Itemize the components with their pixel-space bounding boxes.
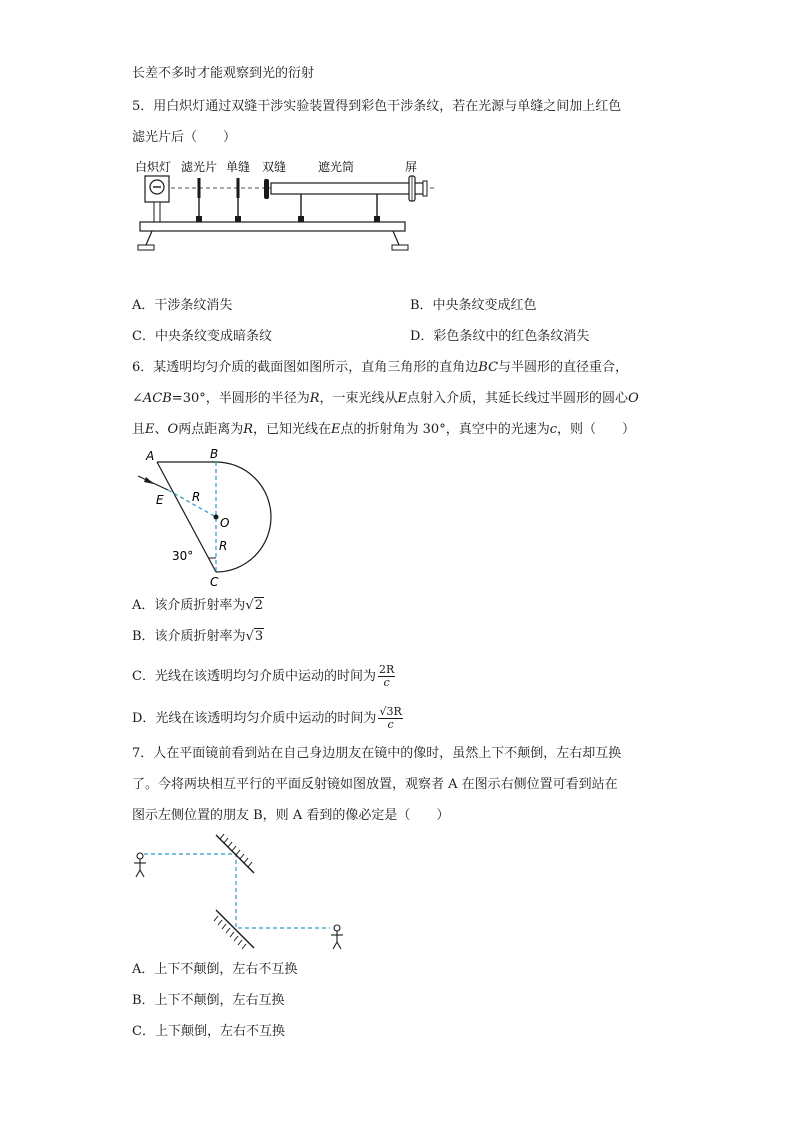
top-text-line: 长差不多时才能观察到光的衍射	[132, 66, 315, 81]
label-a: A	[146, 449, 155, 463]
q6-option-c[interactable]: C．光线在该透明均匀介质中运动的时间为 $\frac{2R}{c}$	[132, 663, 395, 689]
person-a-icon	[331, 925, 343, 949]
q7-mirror-figure	[130, 832, 360, 952]
label-filter: 滤光片	[181, 160, 218, 174]
q6-option-a[interactable]: A．该介质折射率为√2	[132, 598, 263, 613]
q5-stem-line-1: 5．用白炽灯通过双缝干涉实验装置得到彩色干涉条纹，若在光源与单缝之间加上红色	[132, 99, 622, 114]
optical-bench-rail	[140, 222, 405, 231]
label-double-slit: 双缝	[262, 160, 287, 174]
label-r2: R	[219, 539, 228, 553]
q5-option-b[interactable]: B．中央条纹变成红色	[410, 298, 537, 313]
label-tube: 遮光筒	[318, 160, 355, 174]
q7-stem-line-2: 了。今将两块相互平行的平面反射镜如图放置，观察者 A 在图示右侧位置可看到站在	[132, 777, 618, 792]
label-angle-30: 30°	[172, 549, 194, 563]
person-b-icon	[134, 853, 146, 877]
q5-option-c[interactable]: C．中央条纹变成暗条纹	[132, 329, 272, 344]
q6-stem-line-1: 6．某透明均匀介质的截面图如图所示，直角三角形的直角边BC与半圆形的直径重合，	[132, 360, 629, 375]
q5-stem-line-2: 滤光片后（ ）	[132, 130, 237, 145]
double-slit-plate	[264, 179, 269, 199]
q7-option-b[interactable]: B．上下不颠倒，左右互换	[132, 993, 285, 1008]
label-single-slit: 单缝	[226, 160, 251, 174]
q6-option-b[interactable]: B．该介质折射率为√3	[132, 629, 264, 644]
light-path	[144, 854, 330, 928]
light-tube	[271, 183, 423, 194]
q7-option-a[interactable]: A．上下不颠倒，左右不互换	[132, 962, 298, 977]
label-r1: R	[192, 490, 201, 504]
q6-stem-line-2: ∠ACB=30°，半圆形的半径为R，一束光线从E点射入介质，其延长线过半圆形的圆心O	[132, 391, 639, 406]
label-o: O	[220, 516, 230, 530]
incident-ray	[138, 476, 168, 490]
q6-figure	[130, 444, 280, 590]
q5-apparatus-figure	[128, 154, 438, 256]
q7-stem-line-3: 图示左侧位置的朋友 B，则 A 看到的像必定是（ ）	[132, 808, 450, 823]
q6-stem-line-3: 且E、O两点距离为R，已知光线在E点的折射角为 30°，真空中的光速为c，则（ ）	[132, 422, 636, 437]
lower-mirror	[216, 910, 254, 948]
label-screen: 屏	[405, 160, 418, 174]
label-c: C	[210, 575, 219, 589]
label-e: E	[156, 493, 164, 507]
q7-stem-line-1: 7．人在平面镜前看到站在自己身边朋友在镜中的像时，虽然上下不颠倒，左右却互换	[132, 746, 622, 761]
label-lamp: 白炽灯	[135, 160, 172, 174]
center-o-point	[214, 515, 219, 520]
label-b: B	[210, 447, 219, 461]
q5-option-a[interactable]: A．干涉条纹消失	[132, 298, 233, 313]
q5-option-d[interactable]: D．彩色条纹中的红色条纹消失	[410, 329, 590, 344]
q7-option-c[interactable]: C．上下颠倒，左右不互换	[132, 1024, 285, 1039]
q6-option-d[interactable]: D．光线在该透明均匀介质中运动的时间为 $\frac{√3R}{c}$	[132, 705, 402, 731]
